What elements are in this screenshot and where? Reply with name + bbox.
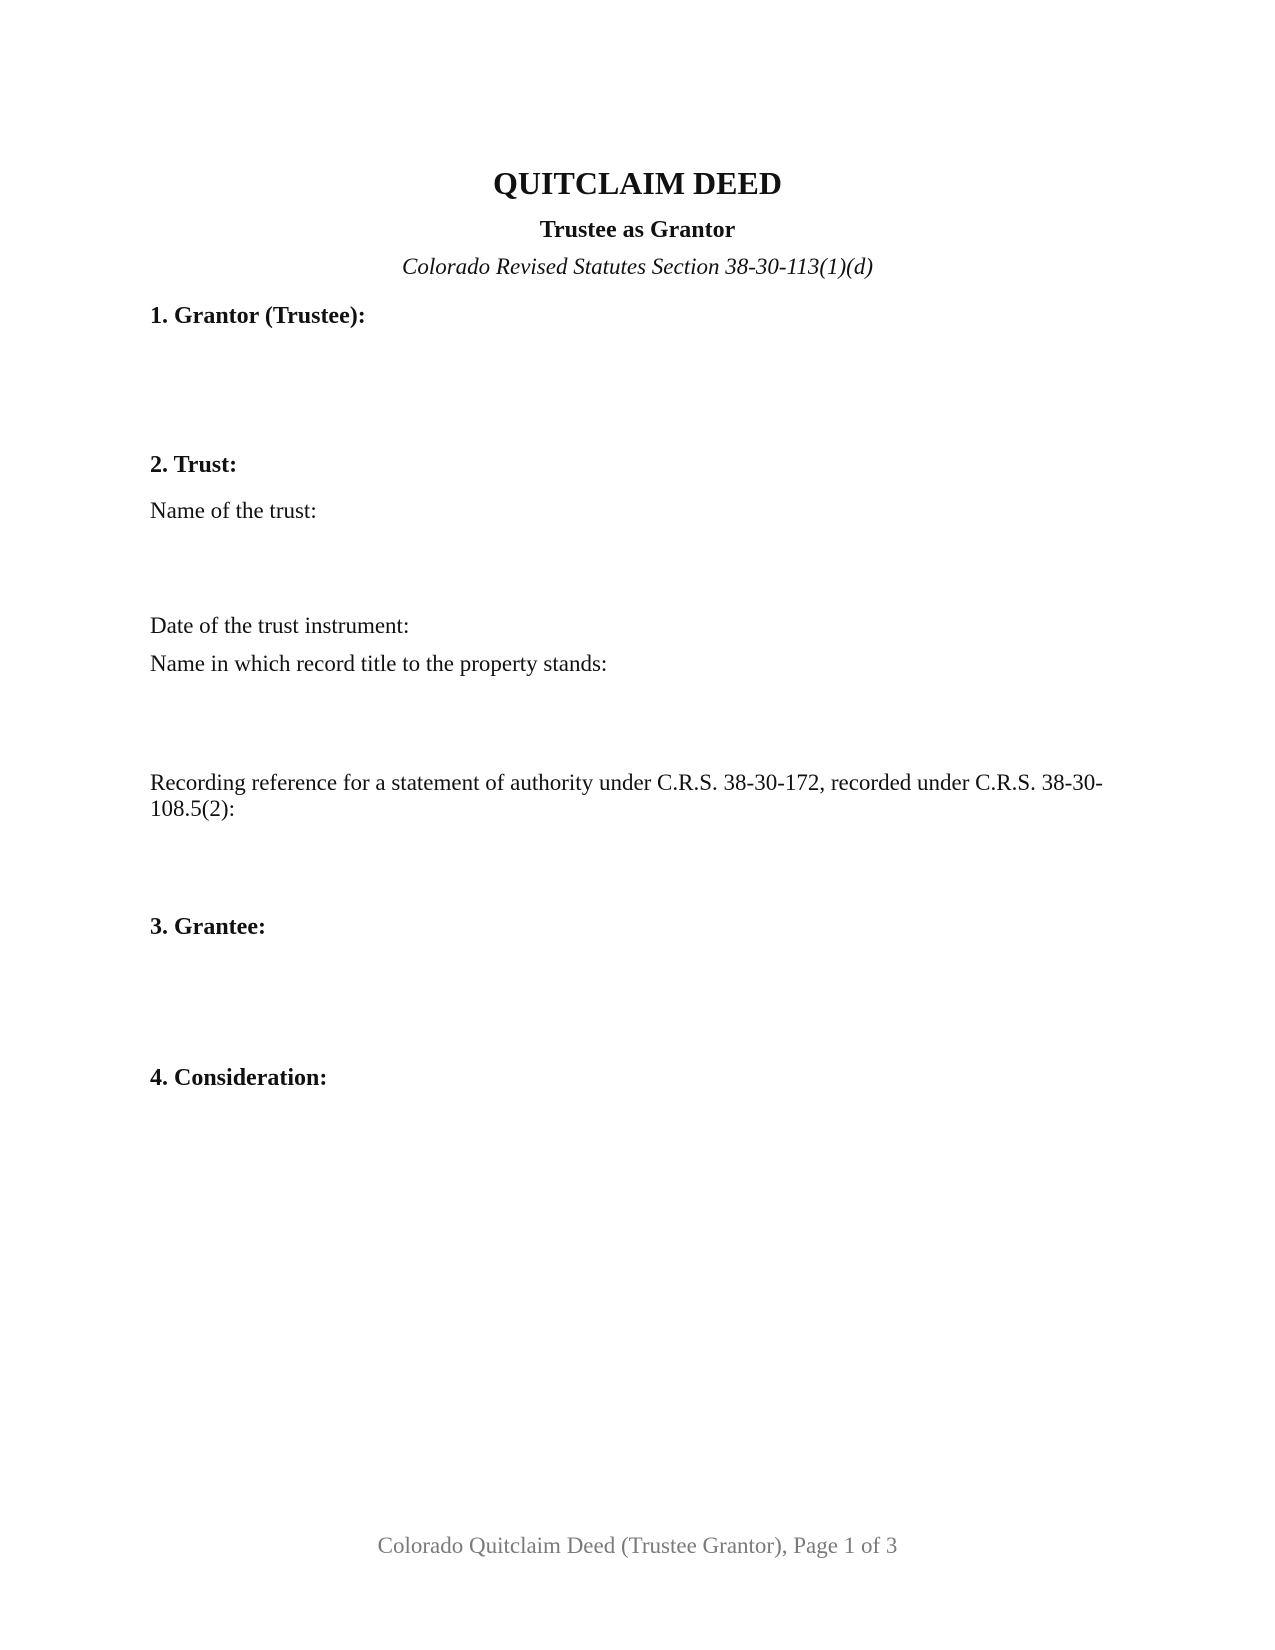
trust-date-label: Date of the trust instrument: xyxy=(150,613,410,638)
trust-name-label: Name of the trust: xyxy=(150,498,317,523)
section-consideration-heading: 4. Consideration: xyxy=(150,1065,328,1091)
statute-reference: Colorado Revised Statutes Section 38-30-113(1)(d) xyxy=(402,254,873,279)
document-subtitle: Trustee as Grantor xyxy=(539,217,736,243)
section-grantee-heading: 3. Grantee: xyxy=(150,914,266,940)
page-footer: Colorado Quitclaim Deed (Trustee Grantor), Page 1 of 3 xyxy=(377,1533,898,1558)
section-grantor-heading: 1. Grantor (Trustee): xyxy=(150,303,366,329)
recording-reference-label: Recording reference for a statement of authority under C.R.S. 38-30-172, recorded under C.R.S. 38-30-108.5(2): xyxy=(150,770,1103,821)
section-trust-heading: 2. Trust: xyxy=(150,452,238,478)
document-title: QUITCLAIM DEED xyxy=(493,165,782,201)
record-title-label: Name in which record title to the property stands: xyxy=(150,651,608,676)
